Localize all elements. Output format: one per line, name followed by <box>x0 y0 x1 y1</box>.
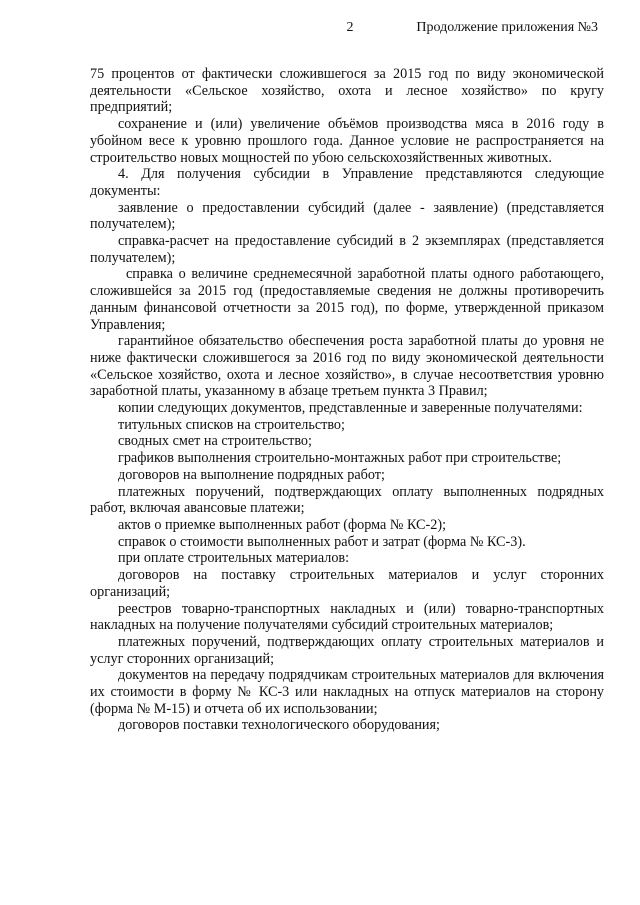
list-item: платежных поручений, подтверждающих оплату строительных материалов и услуг сторонних организаций; <box>90 633 604 667</box>
document-body <box>90 66 604 734</box>
paragraph: копии следующих документов, представленные и заверенные получателями: <box>118 400 583 417</box>
paragraph: сохранение и (или) увеличение объёмов производства мяса в 2016 году в убойном весе к уровню прошлого года. Данное условие не распространяется на строительство новых мощностей по убою сельскохозяйственных животных. <box>90 116 604 166</box>
list-item: реестров товарно-транспортных накладных и (или) товарно-транспортных накладных на получение получателями субсидий строительных материалов; <box>90 600 604 634</box>
paragraph: справка-расчет на предоставление субсидий в 2 экземплярах (представляется получателем); <box>90 233 604 266</box>
list-item: актов о приемке выполненных работ (форма № КС-2); <box>118 516 447 533</box>
paragraph: гарантийное обязательство обеспечения роста заработной платы до уровня не ниже фактически сложившегося за 2016 год по виду экономической деятельности «Сельское хозяйство, охота и лесное хозяйство», в случае несоответствия уровню заработной платы, указанному в абзаце третьем пункта 3 Правил; <box>90 333 604 400</box>
list-item: договоров поставки технологического оборудования; <box>118 717 440 734</box>
paragraph: заявление о предоставлении субсидий (далее - заявление) (представляется получателем); <box>90 199 604 233</box>
list-item: договоров на поставку строительных материалов и услуг сторонних организаций; <box>90 567 604 600</box>
list-item: справок о стоимости выполненных работ и затрат (форма № КС-3). <box>118 533 526 550</box>
list-item: документов на передачу подрядчикам строительных материалов для включения их стоимости в форму № КС-3 или накладных на отпуск материалов на сторону (форма № М-15) и отчета об их использовании; <box>90 667 604 717</box>
list-item: титульных списков на строительство; <box>118 416 345 433</box>
paragraph: 4. Для получения субсидии в Управление представляются следующие документы: <box>90 166 604 199</box>
paragraph: 75 процентов от фактически сложившегося за 2015 год по виду экономической деятельности «Сельское хозяйство, охота и лесное хозяйство» по кругу предприятий; <box>90 66 604 116</box>
list-item: сводных смет на строительство; <box>118 433 312 450</box>
appendix-continuation-note: Продолжение приложения №3 <box>416 20 598 35</box>
list-item: графиков выполнения строительно-монтажных работ при строительстве; <box>118 450 562 467</box>
page-number: 2 <box>346 20 354 35</box>
paragraph: справка о величине среднемесячной заработной платы одного работающего, сложившейся за 2015 год (предоставляемые сведения не должны противоречить данным финансовой отчетности за 2015 год), по форме, утвержденной приказом Управления; <box>90 266 604 333</box>
list-item: при оплате строительных материалов: <box>118 550 350 567</box>
list-item: договоров на выполнение подрядных работ; <box>118 466 385 483</box>
list-item: платежных поручений, подтверждающих оплату выполненных подрядных работ, включая авансовые платежи; <box>90 483 604 517</box>
